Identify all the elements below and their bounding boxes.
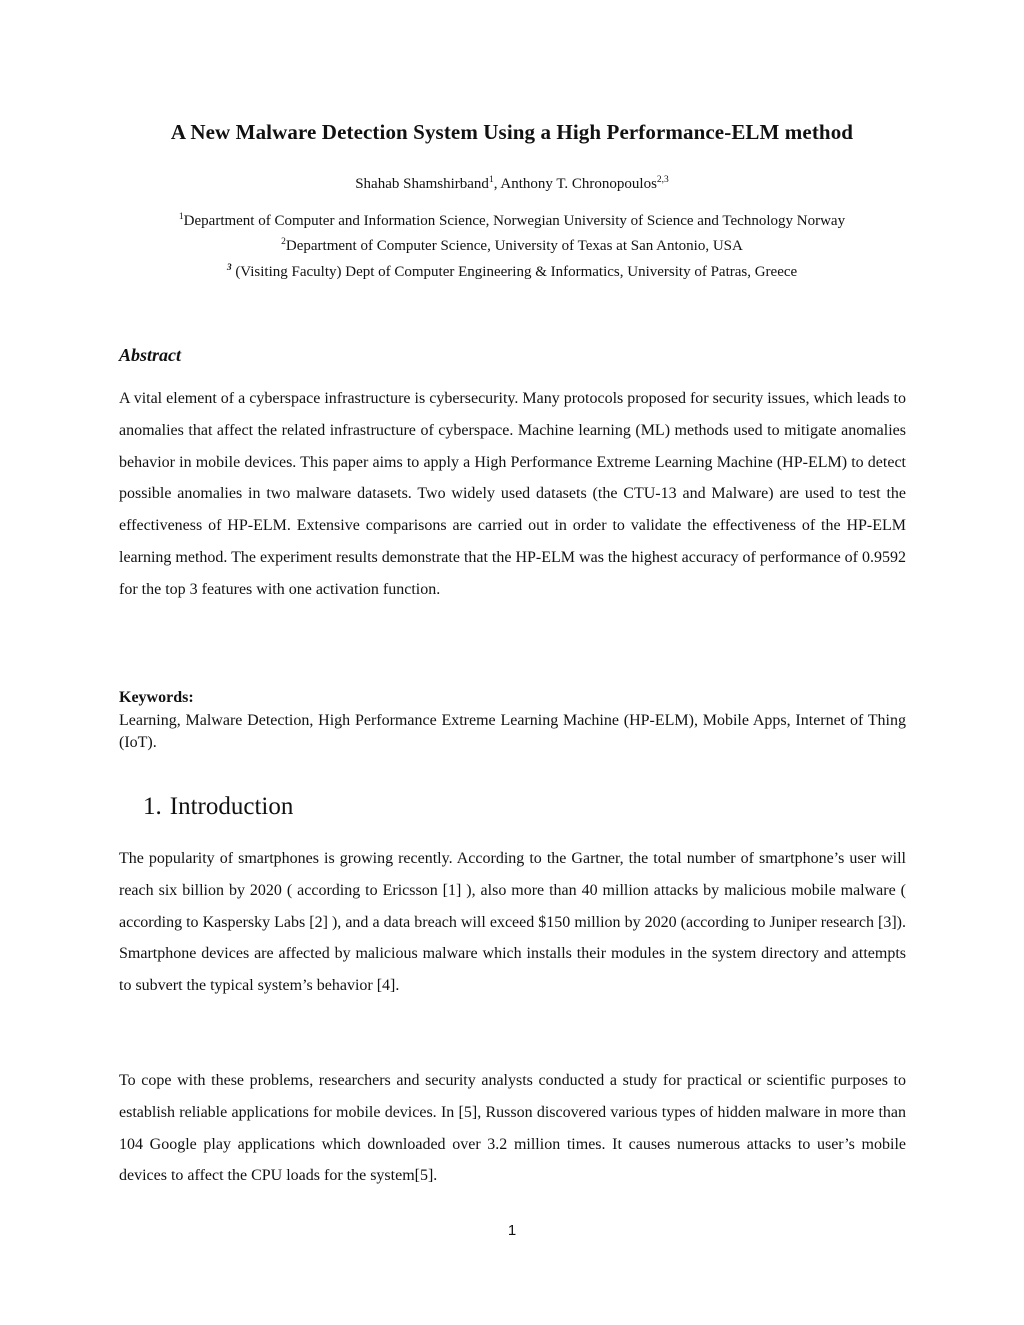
affiliation-3-mark: 3: [226, 263, 232, 273]
introduction-paragraph-1-text: The popularity of smartphones is growing recently. According to the Gartner, the total number of smartphone’s user will reach six billion by 2020 ( according to Ericsson [1] ), also more than 40 million attacks by malicious mobile malware ( according to Kaspersky Labs [2] ), and a data breach will exceed $150 million by 2020 (according to Juniper research [3]). Smartphone devices are affected by malicious malware which installs their modules in the system directory and attempts to subvert the typical system’s behavior [4].: [119, 850, 906, 995]
author-line: [0, 176, 1024, 193]
author-1-name: Shahab Shamshirband: [355, 176, 489, 192]
page-number: 1: [507, 1222, 517, 1239]
abstract-heading: Abstract: [119, 345, 182, 365]
affiliation-1: [0, 213, 1024, 230]
section-heading-introduction: [143, 793, 293, 821]
author-separator: ,: [493, 176, 501, 192]
affiliation-3: [0, 264, 1024, 281]
author-2-name: Anthony T. Chronopoulos: [500, 176, 657, 192]
affiliation-1-mark: 1: [178, 212, 184, 222]
introduction-paragraph-2: [119, 1065, 906, 1192]
affiliation-3-text: (Visiting Faculty) Dept of Computer Engineering & Informatics, University of Patras, Greece: [231, 264, 798, 280]
abstract-body: [119, 383, 906, 606]
paper-title: A New Malware Detection System Using a High Performance-ELM method: [170, 120, 854, 144]
section-number: 1.: [143, 793, 162, 820]
affiliation-2-text: Department of Computer Science, University of Texas at San Antonio, USA: [285, 238, 743, 254]
author-2-affil-mark: 2,3: [656, 175, 669, 185]
affiliation-2: [0, 238, 1024, 255]
section-title: Introduction: [169, 793, 294, 820]
affiliation-2-mark: 2: [281, 237, 286, 247]
keywords-body: Learning, Malware Detection, High Performance Extreme Learning Machine (HP-ELM), Mobile Apps, Internet of Thing (IoT).: [119, 712, 906, 751]
abstract-paragraph: A vital element of a cyberspace infrastructure is cybersecurity. Many protocols proposed for security issues, which leads to anomalies that affect the related infrastructure of cyberspace. Machine learning (ML) methods used to mitigate anomalies behavior in mobile devices. This paper aims to apply a High Performance Extreme Learning Machine (HP-ELM) to detect possible anomalies in two malware datasets. Two widely used datasets (the CTU-13 and Malware) are used to test the effectiveness of HP-ELM. Extensive comparisons are carried out in order to validate the effectiveness of the HP-ELM learning method. The experiment results demonstrate that the HP-ELM was the highest accuracy of performance of 0.9592 for the top 3 features with one activation function.: [119, 390, 907, 598]
keywords-heading: Keywords:: [119, 689, 194, 706]
author-1-affil-mark: 1: [488, 175, 494, 185]
introduction-paragraph-1: [119, 843, 906, 1002]
affiliation-1-text: Department of Computer and Information Science, Norwegian University of Science and Technology Norway: [183, 213, 846, 229]
introduction-paragraph-2-text: To cope with these problems, researchers and security analysts conducted a study for practical or scientific purposes to establish reliable applications for mobile devices. In [5], Russon discovered various types of hidden malware in more than 104 Google play applications which downloaded over 3.2 million times. It causes numerous attacks to user’s mobile devices to affect the CPU loads for the system[5].: [119, 1072, 906, 1185]
